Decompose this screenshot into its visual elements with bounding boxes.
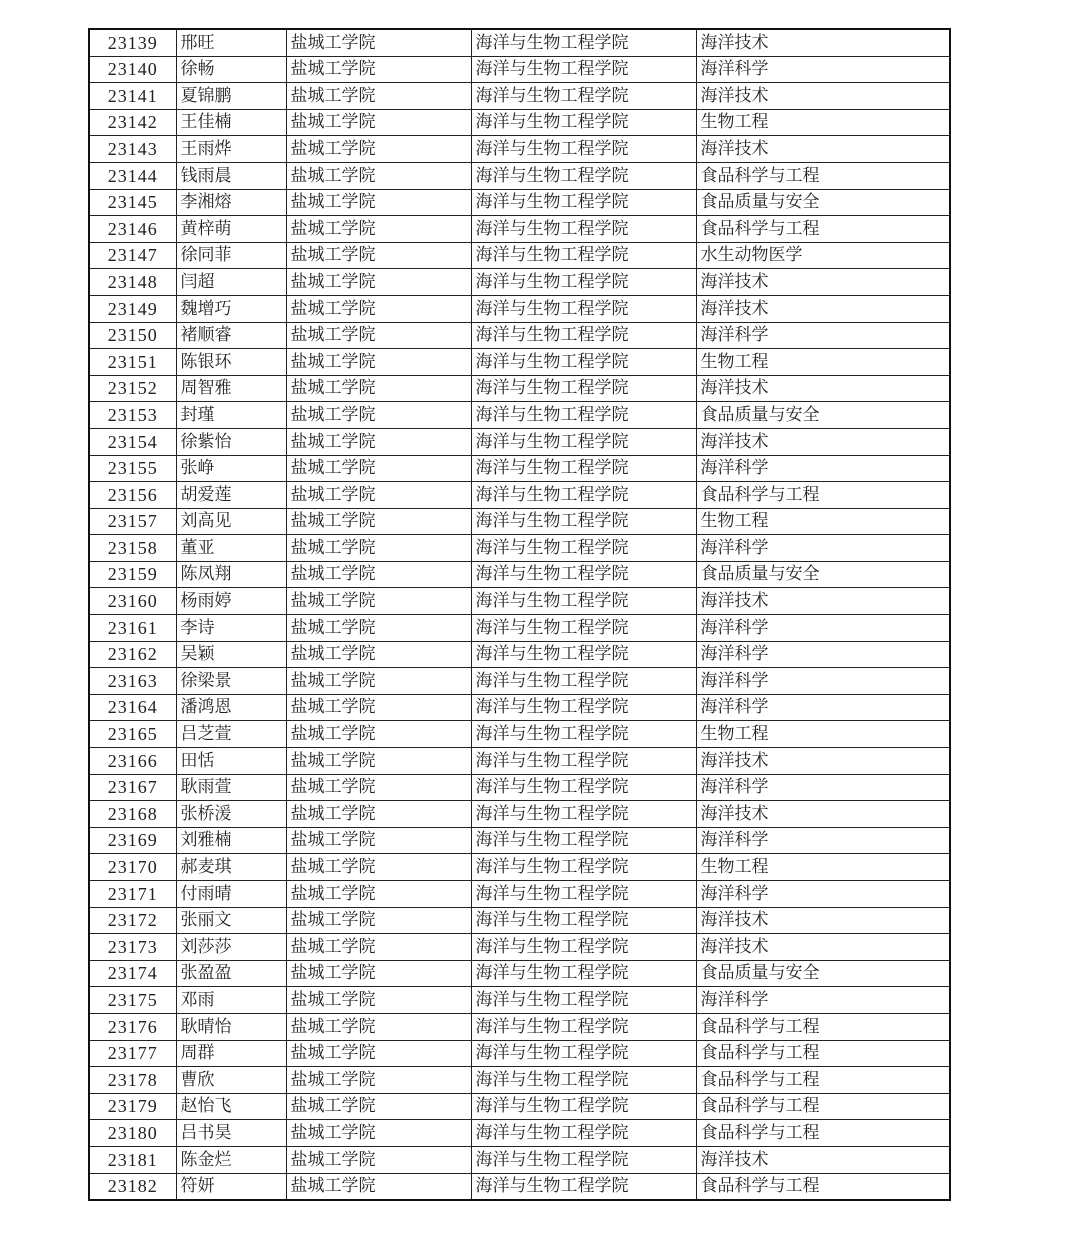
student-id-cell: 23179 <box>89 1093 176 1120</box>
student-id-cell: 23178 <box>89 1067 176 1094</box>
major-cell: 海洋技术 <box>696 29 950 56</box>
major-cell: 食品科学与工程 <box>696 482 950 509</box>
student-id-cell: 23167 <box>89 774 176 801</box>
student-name-cell: 潘鸿恩 <box>176 694 286 721</box>
table-row <box>89 56 950 83</box>
major-cell: 海洋技术 <box>696 907 950 934</box>
table-row <box>89 216 950 243</box>
table-row <box>89 1013 950 1040</box>
student-id-cell: 23149 <box>89 295 176 322</box>
college-cell: 海洋与生物工程学院 <box>471 322 696 349</box>
major-cell: 海洋技术 <box>696 748 950 775</box>
table-row <box>89 1093 950 1120</box>
major-cell: 海洋技术 <box>696 136 950 163</box>
student-id-cell: 23142 <box>89 109 176 136</box>
school-cell: 盐城工学院 <box>286 588 471 615</box>
table-row <box>89 615 950 642</box>
student-name-cell: 田恬 <box>176 748 286 775</box>
table-row <box>89 428 950 455</box>
student-id-cell: 23165 <box>89 721 176 748</box>
student-id-cell: 23174 <box>89 960 176 987</box>
major-cell: 生物工程 <box>696 721 950 748</box>
college-cell: 海洋与生物工程学院 <box>471 907 696 934</box>
student-id-cell: 23156 <box>89 482 176 509</box>
student-name-cell: 魏增巧 <box>176 295 286 322</box>
table-row <box>89 349 950 376</box>
school-cell: 盐城工学院 <box>286 482 471 509</box>
college-cell: 海洋与生物工程学院 <box>471 641 696 668</box>
table-row <box>89 934 950 961</box>
student-id-cell: 23140 <box>89 56 176 83</box>
table-row <box>89 508 950 535</box>
table-row <box>89 109 950 136</box>
student-id-cell: 23161 <box>89 615 176 642</box>
school-cell: 盐城工学院 <box>286 189 471 216</box>
student-name-cell: 褚顺睿 <box>176 322 286 349</box>
student-id-cell: 23181 <box>89 1146 176 1173</box>
major-cell: 食品科学与工程 <box>696 1013 950 1040</box>
major-cell: 食品质量与安全 <box>696 960 950 987</box>
college-cell: 海洋与生物工程学院 <box>471 109 696 136</box>
student-name-cell: 耿晴怡 <box>176 1013 286 1040</box>
table-row <box>89 960 950 987</box>
major-cell: 海洋技术 <box>696 934 950 961</box>
student-id-cell: 23169 <box>89 827 176 854</box>
student-name-cell: 刘雅楠 <box>176 827 286 854</box>
college-cell: 海洋与生物工程学院 <box>471 242 696 269</box>
college-cell: 海洋与生物工程学院 <box>471 801 696 828</box>
table-row <box>89 242 950 269</box>
school-cell: 盐城工学院 <box>286 641 471 668</box>
table-row <box>89 774 950 801</box>
student-id-cell: 23163 <box>89 668 176 695</box>
school-cell: 盐城工学院 <box>286 56 471 83</box>
major-cell: 海洋技术 <box>696 375 950 402</box>
student-name-cell: 张丽文 <box>176 907 286 934</box>
student-name-cell: 邢旺 <box>176 29 286 56</box>
college-cell: 海洋与生物工程学院 <box>471 482 696 509</box>
student-name-cell: 闫超 <box>176 269 286 296</box>
major-cell: 食品科学与工程 <box>696 1120 950 1147</box>
school-cell: 盐城工学院 <box>286 375 471 402</box>
college-cell: 海洋与生物工程学院 <box>471 694 696 721</box>
table-row <box>89 482 950 509</box>
school-cell: 盐城工学院 <box>286 162 471 189</box>
student-id-cell: 23150 <box>89 322 176 349</box>
school-cell: 盐城工学院 <box>286 216 471 243</box>
school-cell: 盐城工学院 <box>286 1173 471 1200</box>
school-cell: 盐城工学院 <box>286 987 471 1014</box>
table-row <box>89 162 950 189</box>
college-cell: 海洋与生物工程学院 <box>471 508 696 535</box>
major-cell: 海洋技术 <box>696 801 950 828</box>
table-row <box>89 1146 950 1173</box>
college-cell: 海洋与生物工程学院 <box>471 402 696 429</box>
college-cell: 海洋与生物工程学院 <box>471 668 696 695</box>
student-id-cell: 23171 <box>89 881 176 908</box>
table-row <box>89 455 950 482</box>
school-cell: 盐城工学院 <box>286 774 471 801</box>
student-id-cell: 23141 <box>89 83 176 110</box>
major-cell: 食品质量与安全 <box>696 189 950 216</box>
student-name-cell: 董亚 <box>176 535 286 562</box>
table-row <box>89 561 950 588</box>
school-cell: 盐城工学院 <box>286 349 471 376</box>
college-cell: 海洋与生物工程学院 <box>471 216 696 243</box>
student-id-cell: 23153 <box>89 402 176 429</box>
school-cell: 盐城工学院 <box>286 1146 471 1173</box>
student-name-cell: 钱雨晨 <box>176 162 286 189</box>
student-name-cell: 郝麦琪 <box>176 854 286 881</box>
college-cell: 海洋与生物工程学院 <box>471 1146 696 1173</box>
college-cell: 海洋与生物工程学院 <box>471 774 696 801</box>
college-cell: 海洋与生物工程学院 <box>471 269 696 296</box>
major-cell: 海洋技术 <box>696 295 950 322</box>
student-name-cell: 徐同菲 <box>176 242 286 269</box>
major-cell: 海洋科学 <box>696 322 950 349</box>
major-cell: 海洋科学 <box>696 827 950 854</box>
student-name-cell: 王雨烨 <box>176 136 286 163</box>
student-name-cell: 吕芝萱 <box>176 721 286 748</box>
school-cell: 盐城工学院 <box>286 83 471 110</box>
major-cell: 海洋科学 <box>696 987 950 1014</box>
college-cell: 海洋与生物工程学院 <box>471 349 696 376</box>
college-cell: 海洋与生物工程学院 <box>471 56 696 83</box>
student-id-cell: 23155 <box>89 455 176 482</box>
student-name-cell: 吴颖 <box>176 641 286 668</box>
student-id-cell: 23182 <box>89 1173 176 1200</box>
student-id-cell: 23166 <box>89 748 176 775</box>
college-cell: 海洋与生物工程学院 <box>471 987 696 1014</box>
student-id-cell: 23154 <box>89 428 176 455</box>
major-cell: 海洋科学 <box>696 615 950 642</box>
school-cell: 盐城工学院 <box>286 694 471 721</box>
student-name-cell: 胡爱莲 <box>176 482 286 509</box>
college-cell: 海洋与生物工程学院 <box>471 561 696 588</box>
school-cell: 盐城工学院 <box>286 668 471 695</box>
school-cell: 盐城工学院 <box>286 561 471 588</box>
college-cell: 海洋与生物工程学院 <box>471 83 696 110</box>
table-row <box>89 668 950 695</box>
student-id-cell: 23157 <box>89 508 176 535</box>
major-cell: 食品科学与工程 <box>696 1067 950 1094</box>
table-row <box>89 402 950 429</box>
major-cell: 海洋技术 <box>696 1146 950 1173</box>
student-name-cell: 张盈盈 <box>176 960 286 987</box>
college-cell: 海洋与生物工程学院 <box>471 428 696 455</box>
major-cell: 海洋科学 <box>696 774 950 801</box>
school-cell: 盐城工学院 <box>286 827 471 854</box>
major-cell: 食品质量与安全 <box>696 402 950 429</box>
college-cell: 海洋与生物工程学院 <box>471 748 696 775</box>
student-id-cell: 23159 <box>89 561 176 588</box>
student-id-cell: 23175 <box>89 987 176 1014</box>
student-name-cell: 李湘熔 <box>176 189 286 216</box>
table-row <box>89 641 950 668</box>
college-cell: 海洋与生物工程学院 <box>471 1173 696 1200</box>
major-cell: 海洋科学 <box>696 56 950 83</box>
student-id-cell: 23162 <box>89 641 176 668</box>
major-cell: 食品科学与工程 <box>696 1040 950 1067</box>
school-cell: 盐城工学院 <box>286 1040 471 1067</box>
school-cell: 盐城工学院 <box>286 322 471 349</box>
student-id-cell: 23176 <box>89 1013 176 1040</box>
college-cell: 海洋与生物工程学院 <box>471 189 696 216</box>
school-cell: 盐城工学院 <box>286 934 471 961</box>
college-cell: 海洋与生物工程学院 <box>471 854 696 881</box>
major-cell: 海洋科学 <box>696 694 950 721</box>
student-name-cell: 封瑾 <box>176 402 286 429</box>
school-cell: 盐城工学院 <box>286 907 471 934</box>
table-row <box>89 1120 950 1147</box>
major-cell: 食品科学与工程 <box>696 1173 950 1200</box>
student-list-table <box>88 28 951 1201</box>
college-cell: 海洋与生物工程学院 <box>471 615 696 642</box>
school-cell: 盐城工学院 <box>286 854 471 881</box>
major-cell: 食品科学与工程 <box>696 1093 950 1120</box>
school-cell: 盐城工学院 <box>286 269 471 296</box>
student-name-cell: 杨雨婷 <box>176 588 286 615</box>
student-name-cell: 陈银环 <box>176 349 286 376</box>
student-name-cell: 王佳楠 <box>176 109 286 136</box>
student-name-cell: 李诗 <box>176 615 286 642</box>
table-row <box>89 721 950 748</box>
student-id-cell: 23177 <box>89 1040 176 1067</box>
student-id-cell: 23180 <box>89 1120 176 1147</box>
table-row <box>89 1173 950 1200</box>
school-cell: 盐城工学院 <box>286 455 471 482</box>
student-id-cell: 23143 <box>89 136 176 163</box>
school-cell: 盐城工学院 <box>286 242 471 269</box>
major-cell: 海洋科学 <box>696 641 950 668</box>
school-cell: 盐城工学院 <box>286 1093 471 1120</box>
student-name-cell: 黄梓萌 <box>176 216 286 243</box>
major-cell: 海洋科学 <box>696 455 950 482</box>
student-name-cell: 徐畅 <box>176 56 286 83</box>
major-cell: 海洋技术 <box>696 588 950 615</box>
school-cell: 盐城工学院 <box>286 721 471 748</box>
college-cell: 海洋与生物工程学院 <box>471 455 696 482</box>
major-cell: 海洋技术 <box>696 269 950 296</box>
student-name-cell: 夏锦鹏 <box>176 83 286 110</box>
college-cell: 海洋与生物工程学院 <box>471 721 696 748</box>
student-name-cell: 吕书昊 <box>176 1120 286 1147</box>
student-id-cell: 23172 <box>89 907 176 934</box>
school-cell: 盐城工学院 <box>286 1067 471 1094</box>
school-cell: 盐城工学院 <box>286 801 471 828</box>
student-id-cell: 23147 <box>89 242 176 269</box>
table-row <box>89 748 950 775</box>
student-name-cell: 赵怡飞 <box>176 1093 286 1120</box>
school-cell: 盐城工学院 <box>286 615 471 642</box>
student-name-cell: 付雨晴 <box>176 881 286 908</box>
table-row <box>89 1040 950 1067</box>
student-name-cell: 徐紫怡 <box>176 428 286 455</box>
table-row <box>89 83 950 110</box>
school-cell: 盐城工学院 <box>286 29 471 56</box>
major-cell: 海洋科学 <box>696 668 950 695</box>
student-name-cell: 邓雨 <box>176 987 286 1014</box>
table-row <box>89 987 950 1014</box>
student-id-cell: 23164 <box>89 694 176 721</box>
table-row <box>89 29 950 56</box>
table-row <box>89 881 950 908</box>
school-cell: 盐城工学院 <box>286 508 471 535</box>
school-cell: 盐城工学院 <box>286 428 471 455</box>
college-cell: 海洋与生物工程学院 <box>471 162 696 189</box>
college-cell: 海洋与生物工程学院 <box>471 1040 696 1067</box>
college-cell: 海洋与生物工程学院 <box>471 1067 696 1094</box>
college-cell: 海洋与生物工程学院 <box>471 136 696 163</box>
school-cell: 盐城工学院 <box>286 295 471 322</box>
college-cell: 海洋与生物工程学院 <box>471 827 696 854</box>
student-id-cell: 23173 <box>89 934 176 961</box>
school-cell: 盐城工学院 <box>286 535 471 562</box>
student-name-cell: 张峥 <box>176 455 286 482</box>
student-name-cell: 刘高见 <box>176 508 286 535</box>
table-row <box>89 907 950 934</box>
college-cell: 海洋与生物工程学院 <box>471 1013 696 1040</box>
student-id-cell: 23151 <box>89 349 176 376</box>
college-cell: 海洋与生物工程学院 <box>471 1120 696 1147</box>
college-cell: 海洋与生物工程学院 <box>471 588 696 615</box>
college-cell: 海洋与生物工程学院 <box>471 535 696 562</box>
student-name-cell: 耿雨萱 <box>176 774 286 801</box>
student-name-cell: 周智雅 <box>176 375 286 402</box>
student-id-cell: 23148 <box>89 269 176 296</box>
college-cell: 海洋与生物工程学院 <box>471 295 696 322</box>
table-row <box>89 269 950 296</box>
table-row <box>89 694 950 721</box>
major-cell: 生物工程 <box>696 349 950 376</box>
student-name-cell: 符妍 <box>176 1173 286 1200</box>
college-cell: 海洋与生物工程学院 <box>471 934 696 961</box>
major-cell: 食品质量与安全 <box>696 561 950 588</box>
major-cell: 海洋技术 <box>696 83 950 110</box>
student-id-cell: 23168 <box>89 801 176 828</box>
student-id-cell: 23146 <box>89 216 176 243</box>
table-row <box>89 136 950 163</box>
table-row <box>89 189 950 216</box>
school-cell: 盐城工学院 <box>286 136 471 163</box>
major-cell: 生物工程 <box>696 854 950 881</box>
student-name-cell: 张桥湲 <box>176 801 286 828</box>
school-cell: 盐城工学院 <box>286 402 471 429</box>
student-name-cell: 徐梁景 <box>176 668 286 695</box>
table-row <box>89 322 950 349</box>
college-cell: 海洋与生物工程学院 <box>471 960 696 987</box>
student-name-cell: 周群 <box>176 1040 286 1067</box>
student-id-cell: 23158 <box>89 535 176 562</box>
table-row <box>89 827 950 854</box>
student-name-cell: 陈金烂 <box>176 1146 286 1173</box>
student-name-cell: 陈凤翔 <box>176 561 286 588</box>
student-name-cell: 刘莎莎 <box>176 934 286 961</box>
school-cell: 盐城工学院 <box>286 881 471 908</box>
table-row <box>89 1067 950 1094</box>
table-row <box>89 588 950 615</box>
student-id-cell: 23145 <box>89 189 176 216</box>
college-cell: 海洋与生物工程学院 <box>471 29 696 56</box>
major-cell: 水生动物医学 <box>696 242 950 269</box>
student-id-cell: 23170 <box>89 854 176 881</box>
school-cell: 盐城工学院 <box>286 1013 471 1040</box>
major-cell: 食品科学与工程 <box>696 216 950 243</box>
table-row <box>89 854 950 881</box>
college-cell: 海洋与生物工程学院 <box>471 375 696 402</box>
school-cell: 盐城工学院 <box>286 109 471 136</box>
table-row <box>89 801 950 828</box>
major-cell: 生物工程 <box>696 109 950 136</box>
college-cell: 海洋与生物工程学院 <box>471 1093 696 1120</box>
student-id-cell: 23160 <box>89 588 176 615</box>
student-id-cell: 23152 <box>89 375 176 402</box>
table-row <box>89 295 950 322</box>
student-id-cell: 23144 <box>89 162 176 189</box>
school-cell: 盐城工学院 <box>286 748 471 775</box>
student-name-cell: 曹欣 <box>176 1067 286 1094</box>
major-cell: 食品科学与工程 <box>696 162 950 189</box>
major-cell: 海洋技术 <box>696 428 950 455</box>
college-cell: 海洋与生物工程学院 <box>471 881 696 908</box>
student-id-cell: 23139 <box>89 29 176 56</box>
table-body <box>89 29 950 1200</box>
table-row <box>89 535 950 562</box>
table-row <box>89 375 950 402</box>
major-cell: 生物工程 <box>696 508 950 535</box>
school-cell: 盐城工学院 <box>286 960 471 987</box>
major-cell: 海洋科学 <box>696 881 950 908</box>
school-cell: 盐城工学院 <box>286 1120 471 1147</box>
major-cell: 海洋科学 <box>696 535 950 562</box>
